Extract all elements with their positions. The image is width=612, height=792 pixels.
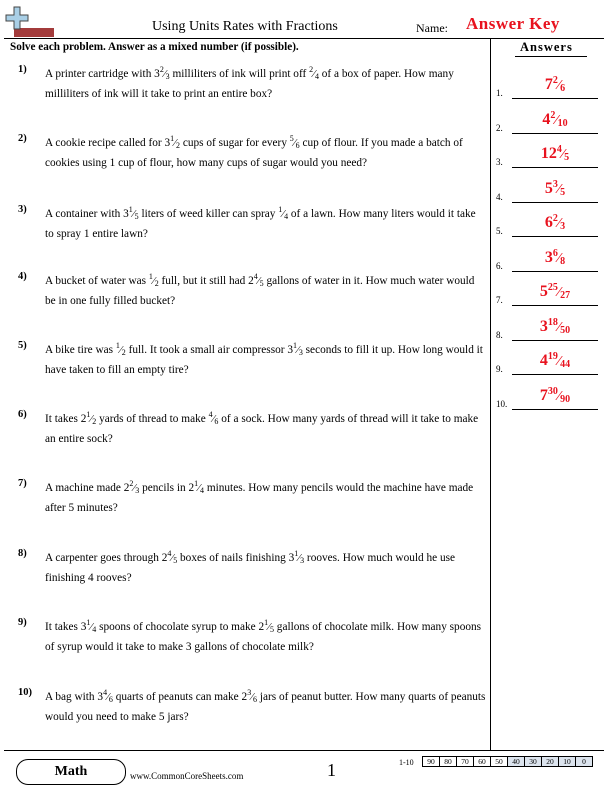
problem-text-segment: yards of thread to make	[96, 413, 209, 425]
problem-text-segment: rooves. How much would he use finishing 4 rooves?	[45, 552, 456, 584]
answer-number: 4.	[496, 191, 503, 202]
problem-fraction-slash: ⁄	[171, 552, 174, 564]
answer-number: 6.	[496, 260, 503, 271]
problem-whole: 3	[154, 68, 160, 80]
score-range-label: 1-10	[399, 758, 414, 767]
problem-number: 6)	[18, 409, 27, 420]
problem-text-segment: of a box of paper. How many milliliters of ink will it take to print an entire box?	[45, 68, 454, 100]
problem-fraction-slash: ⁄	[282, 208, 285, 220]
problem-whole: 2	[161, 552, 168, 564]
problem-fraction-slash: ⁄	[293, 137, 296, 149]
problem-fraction-slash: ⁄	[152, 275, 155, 287]
problem-text-segment: of a lawn. How many liters would it take to spray 1 entire lawn?	[45, 208, 476, 240]
answer-line	[512, 236, 598, 237]
answer-line	[512, 340, 598, 341]
answer-line	[512, 202, 598, 203]
problem-numerator: 1	[148, 272, 153, 281]
problem-whole: 2	[123, 482, 130, 494]
problem-fraction-slash: ⁄	[174, 137, 176, 149]
problem-text-segment: minutes. How many pencils would the machine have made after 5 minutes?	[45, 482, 474, 514]
problem-denominator: 5	[259, 279, 264, 288]
answer-numerator: 4	[556, 144, 562, 155]
answer-fraction	[552, 178, 566, 198]
answer-number: 7.	[496, 295, 503, 305]
problem-text	[45, 618, 487, 657]
problem-number: 1)	[18, 64, 27, 75]
problem-text	[45, 272, 487, 311]
problem-numerator: 1	[86, 410, 91, 419]
problem-numerator: 5	[289, 134, 294, 143]
problem-fraction-slash: ⁄	[313, 68, 315, 80]
answer-number: 1.	[496, 88, 503, 98]
problem-fraction	[264, 618, 274, 634]
answer-whole: 5	[544, 179, 553, 197]
footer-divider	[4, 750, 604, 751]
answer-fraction	[556, 144, 570, 163]
problem-number: 9)	[18, 617, 27, 628]
answer-value	[512, 214, 598, 232]
problem-number: 3)	[18, 204, 27, 215]
problem-text	[45, 341, 487, 380]
problem-whole: 2	[248, 275, 254, 287]
problem-fraction	[148, 272, 159, 288]
score-cell: 30	[525, 757, 542, 767]
problem-text-segment: A carpenter goes through	[45, 552, 162, 564]
problem-text-segment: A cookie recipe called for	[45, 137, 165, 149]
problem-number: 8)	[18, 548, 27, 559]
header-divider	[4, 38, 604, 39]
problem-text-segment: It takes	[45, 413, 81, 425]
problem-fraction	[247, 688, 258, 704]
answer-fraction-slash: ⁄	[557, 354, 561, 369]
problem-fraction	[292, 341, 303, 357]
problem-text-segment: jars of peanut butter. How many quarts of peanuts would you need to make 5 jars?	[45, 691, 486, 723]
answer-fraction-slash: ⁄	[557, 388, 561, 404]
score-cell: 80	[440, 757, 457, 767]
answer-line	[512, 271, 598, 272]
answer-number: 3.	[496, 157, 503, 167]
problem-whole: 2	[241, 691, 248, 703]
problem-number: 10)	[18, 687, 32, 698]
answer-fraction-slash: ⁄	[557, 216, 561, 231]
problem-text-segment: cups of sugar for every	[180, 137, 290, 149]
answers-title: Answers	[520, 40, 573, 54]
answer-denominator: 10	[557, 117, 568, 129]
problem-whole: 3	[123, 208, 129, 220]
answer-numerator: 18	[547, 316, 558, 328]
problem-text	[45, 688, 487, 727]
page-title: Using Units Rates with Fractions	[152, 19, 338, 34]
problem-denominator: 2	[121, 348, 126, 357]
answer-fraction	[547, 316, 571, 336]
problem-fraction-slash: ⁄	[133, 482, 136, 494]
answer-numerator: 2	[550, 109, 556, 121]
answer-numerator: 3	[552, 178, 558, 190]
problem-whole: 3	[164, 137, 171, 149]
problem-fraction-slash: ⁄	[90, 413, 93, 425]
answer-value	[512, 76, 598, 94]
score-table	[422, 756, 593, 767]
answer-value	[512, 318, 598, 336]
problem-denominator: 3	[298, 348, 303, 357]
problem-whole: 3	[80, 621, 87, 633]
problem-text-segment: milliliters of ink will print off	[169, 68, 310, 80]
answer-fraction-slash: ⁄	[561, 147, 565, 162]
answer-denominator: 44	[560, 359, 571, 370]
answer-line	[512, 133, 598, 134]
answer-numerator: 2	[552, 75, 558, 86]
problem-denominator: 5	[173, 556, 178, 565]
answer-value	[512, 283, 598, 301]
problem-numerator: 1	[292, 341, 297, 350]
problem-denominator: 2	[92, 417, 97, 426]
problem-numerator: 1	[264, 618, 269, 627]
answer-whole: 3	[539, 317, 548, 335]
problem-text-segment: full, but it still had	[158, 275, 249, 287]
problem-fraction	[167, 549, 178, 565]
answer-line	[512, 305, 598, 306]
problem-fraction-slash: ⁄	[212, 413, 215, 425]
score-cell: 50	[491, 757, 508, 767]
answer-line	[512, 374, 598, 375]
answer-value	[512, 352, 598, 370]
problem-denominator: 5	[269, 625, 274, 634]
answers-column-divider	[490, 38, 491, 750]
page-number: 1	[327, 760, 336, 780]
problem-text	[45, 65, 487, 104]
problem-text-segment: liters of weed killer can spray	[138, 208, 279, 220]
worksheet-logo-icon	[4, 4, 56, 42]
problem-whole: 3	[287, 344, 293, 356]
problem-text-segment: A bag with	[45, 691, 98, 703]
problem-text-segment: cup of flour. If you made a batch of cookies using 1 cup of flour, how many cups of sugar would you need?	[45, 137, 463, 169]
problem-numerator: 1	[278, 205, 283, 214]
problem-text-segment: quarts of peanuts can make	[112, 691, 242, 703]
answer-numerator: 19	[547, 351, 558, 362]
problem-numerator: 4	[253, 272, 258, 281]
answer-value	[512, 249, 598, 267]
problem-fraction	[129, 479, 140, 495]
answer-denominator: 8	[560, 255, 566, 267]
website-label: www.CommonCoreSheets.com	[130, 771, 244, 781]
problem-numerator: 4	[103, 688, 108, 697]
answer-number: 2.	[496, 122, 503, 133]
problem-text-segment: A bucket of water was	[45, 275, 149, 287]
problem-denominator: 4	[92, 625, 97, 634]
problem-text	[45, 410, 487, 449]
problem-fraction-slash: ⁄	[198, 482, 201, 494]
score-cell: 0	[576, 757, 593, 767]
problem-text-segment: It takes	[45, 621, 81, 633]
answer-fraction	[547, 282, 571, 301]
problem-denominator: 3	[135, 486, 140, 495]
answer-whole: 12	[540, 145, 557, 162]
problem-whole: 3	[97, 691, 104, 703]
problem-fraction	[289, 134, 300, 150]
answer-whole: 3	[544, 248, 553, 266]
answer-line	[512, 409, 598, 410]
answer-denominator: 27	[560, 290, 571, 301]
answer-value	[512, 111, 598, 129]
problem-fraction	[159, 65, 170, 81]
problem-fraction	[194, 479, 205, 495]
answer-whole: 5	[539, 283, 548, 300]
answer-fraction-slash: ⁄	[557, 78, 561, 93]
problem-text-segment: full. It took a small air compressor	[125, 344, 288, 356]
problem-numerator: 1	[115, 341, 120, 350]
problem-fraction-slash: ⁄	[119, 344, 122, 356]
answer-denominator: 6	[560, 83, 566, 94]
problem-fraction-slash: ⁄	[268, 621, 270, 633]
problem-fraction-slash: ⁄	[107, 691, 109, 703]
problem-fraction	[208, 410, 219, 426]
answer-numerator: 30	[547, 385, 558, 397]
answer-value	[512, 145, 598, 163]
answer-denominator: 50	[560, 324, 571, 336]
answer-fraction-slash: ⁄	[555, 112, 558, 128]
problem-text-segment: of a sock. How many yards of thread will it take to make an entire sock?	[45, 413, 479, 445]
problem-whole: 2	[258, 621, 265, 633]
answer-number: 9.	[496, 364, 503, 374]
answer-fraction-slash: ⁄	[557, 319, 561, 335]
answer-denominator: 5	[560, 186, 566, 198]
answer-fraction-slash: ⁄	[557, 285, 561, 300]
problem-text-segment: pencils in	[139, 482, 189, 494]
problem-numerator: 1	[86, 618, 91, 627]
answer-numerator: 2	[552, 213, 558, 224]
problem-denominator: 4	[200, 486, 205, 495]
problem-text	[45, 549, 487, 588]
problem-numerator: 1	[294, 549, 299, 558]
problem-fraction	[86, 618, 97, 634]
answer-value	[512, 387, 598, 405]
answer-fraction	[552, 213, 566, 232]
answers-title-underline	[515, 56, 587, 57]
problem-fraction-slash: ⁄	[296, 344, 299, 356]
answer-fraction	[547, 385, 571, 405]
answer-number: 8.	[496, 329, 503, 340]
problem-fraction	[86, 410, 97, 426]
problem-fraction	[309, 65, 319, 81]
problem-fraction-slash: ⁄	[163, 68, 166, 80]
problem-denominator: 2	[176, 141, 180, 150]
problem-fraction-slash: ⁄	[132, 208, 135, 220]
problem-fraction-slash: ⁄	[257, 275, 260, 287]
answer-denominator: 90	[560, 393, 571, 405]
problem-text-segment: gallons of water in it. How much water would be in one fully filled bucket?	[45, 275, 475, 307]
problem-number: 7)	[18, 478, 27, 489]
problem-text-segment: A printer cartridge with	[45, 68, 155, 80]
answer-numerator: 6	[552, 247, 558, 259]
score-cell: 70	[457, 757, 474, 767]
answer-fraction	[552, 247, 566, 267]
problem-number: 2)	[18, 133, 27, 144]
score-cell: 90	[423, 757, 440, 767]
answer-number: 5.	[496, 226, 503, 236]
problem-text-segment: A bike tire was	[45, 344, 116, 356]
answer-fraction	[550, 109, 568, 129]
problem-text-segment: gallons of chocolate milk. How many spoons of syrup would it take to make 3 gallons of chocolate milk?	[45, 621, 482, 653]
score-cell: 20	[542, 757, 559, 767]
name-label: Name:	[416, 21, 448, 35]
problem-text-segment: spoons of chocolate syrup to make	[96, 621, 259, 633]
problem-denominator: 2	[154, 279, 159, 288]
problem-text	[45, 479, 487, 518]
score-row	[423, 757, 593, 767]
problem-fraction	[103, 688, 113, 704]
problem-whole: 2	[188, 482, 195, 494]
problem-text-segment: A container with	[45, 208, 124, 220]
answer-numerator: 25	[547, 282, 558, 293]
problem-fraction	[294, 549, 305, 565]
problem-fraction	[278, 205, 289, 221]
answer-whole: 7	[544, 76, 553, 93]
answer-denominator: 3	[560, 221, 566, 232]
problem-fraction	[128, 205, 139, 221]
score-cell: 10	[559, 757, 576, 767]
problem-text-segment: boxes of nails finishing	[177, 552, 289, 564]
problem-denominator: 3	[300, 556, 305, 565]
answer-value	[512, 180, 598, 198]
problem-denominator: 6	[253, 695, 258, 704]
problem-numerator: 2	[159, 65, 164, 74]
score-cell: 60	[474, 757, 491, 767]
answer-line	[512, 167, 598, 168]
problem-denominator: 6	[108, 695, 113, 704]
problem-fraction-slash: ⁄	[298, 552, 301, 564]
problem-numerator: 3	[247, 688, 252, 697]
problem-number: 4)	[18, 271, 27, 282]
answer-whole: 4	[539, 352, 548, 369]
problem-denominator: 4	[314, 72, 319, 81]
problem-numerator: 2	[309, 65, 314, 74]
problem-numerator: 2	[129, 479, 134, 488]
instructions: Solve each problem. Answer as a mixed number (if possible).	[10, 41, 299, 53]
problem-denominator: 6	[295, 141, 300, 150]
problem-text-segment: A machine made	[45, 482, 124, 494]
problem-text	[45, 134, 487, 173]
problem-fraction	[115, 341, 126, 357]
problem-denominator: 4	[284, 212, 289, 221]
problem-denominator: 3	[165, 72, 170, 81]
problem-number: 5)	[18, 340, 27, 351]
problem-fraction	[253, 272, 264, 288]
answer-number: 10.	[496, 398, 508, 409]
answer-fraction	[547, 351, 571, 370]
answer-whole: 6	[544, 214, 553, 231]
problem-fraction	[170, 134, 180, 150]
score-cell: 40	[508, 757, 525, 767]
problem-whole: 3	[288, 552, 295, 564]
answer-fraction-slash: ⁄	[557, 181, 561, 197]
problem-numerator: 1	[170, 134, 175, 143]
answer-fraction-slash: ⁄	[557, 250, 561, 266]
subject-badge: Math	[16, 759, 126, 785]
problem-denominator: 5	[134, 212, 139, 221]
problem-text-segment: seconds to fill it up. How long would it have taken to fill an empty tire?	[45, 344, 483, 376]
answer-whole: 7	[539, 386, 548, 404]
problem-numerator: 4	[167, 549, 172, 558]
problem-denominator: 6	[214, 417, 219, 426]
answer-line	[512, 98, 598, 99]
answer-denominator: 5	[564, 152, 570, 163]
problem-numerator: 1	[128, 205, 133, 214]
answer-fraction	[552, 75, 566, 94]
answer-whole: 4	[542, 110, 551, 128]
problem-whole: 2	[80, 413, 87, 425]
problem-numerator: 4	[208, 410, 213, 419]
problem-numerator: 1	[194, 479, 199, 488]
name-value: Answer Key	[466, 14, 560, 33]
problem-text	[45, 205, 487, 244]
problem-fraction-slash: ⁄	[251, 691, 254, 703]
problem-fraction-slash: ⁄	[90, 621, 93, 633]
